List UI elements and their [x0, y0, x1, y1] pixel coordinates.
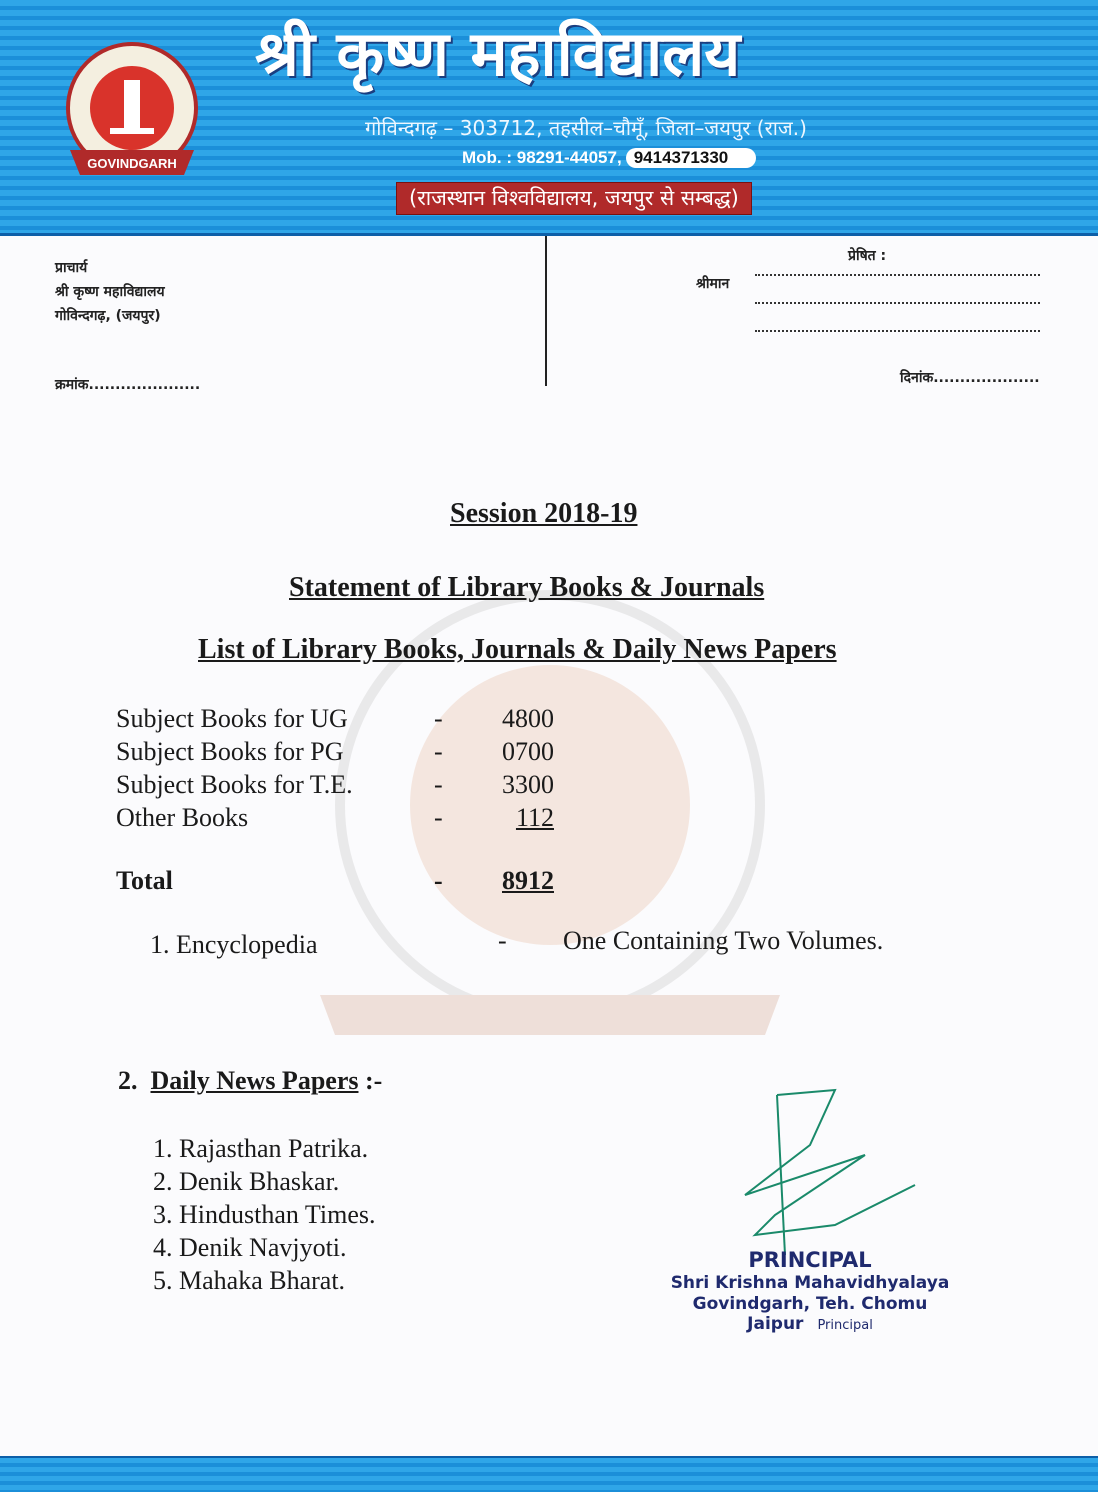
books-row [116, 801, 554, 834]
stamp-overlay: Principal [817, 1317, 873, 1333]
books-row [116, 735, 554, 768]
row-dash: - [434, 770, 443, 799]
row-dash: - [434, 704, 443, 733]
divider [545, 236, 547, 386]
row-value: 112 [515, 803, 554, 832]
statement-heading: Statement of Library Books & Journals [289, 572, 765, 603]
recipient-line [755, 274, 1040, 276]
row-value: 4800 [502, 704, 554, 733]
stamp-line: Govindgarh, Teh. Chomu [692, 1293, 928, 1314]
row-label: Subject Books for PG [116, 737, 344, 766]
row-value: 3300 [502, 770, 554, 799]
newspapers-heading [118, 1066, 382, 1096]
mobile-numbers [462, 148, 756, 168]
list-item: 2. Denik Bhaskar. [153, 1167, 340, 1196]
section-title: Daily News Papers [150, 1066, 359, 1095]
stamp-city: Jaipur [747, 1313, 804, 1334]
row-label: Subject Books for T.E. [116, 770, 353, 799]
college-title: श्री कृष्ण महाविद्यालय [255, 17, 741, 90]
stamp-line [640, 1314, 980, 1334]
sent-to-label: प्रेषित : [848, 248, 887, 264]
newspapers-list [153, 1132, 376, 1297]
list-item: 4. Denik Navjyoti. [153, 1233, 347, 1262]
list-item: 1. Rajasthan Patrika. [153, 1134, 369, 1163]
college-logo [62, 40, 202, 190]
svg-text:GOVINDGARH: GOVINDGARH [87, 156, 177, 171]
books-table [116, 702, 554, 834]
books-row [116, 702, 554, 735]
sender-line: प्राचार्य [55, 260, 88, 276]
section-suffix: :- [364, 1066, 383, 1095]
row-label: Subject Books for UG [116, 704, 348, 733]
total-value: 8912 [502, 866, 554, 895]
sender-block [55, 256, 165, 328]
encyclopedia-label: 1. Encyclopedia [150, 930, 318, 959]
books-row [116, 768, 554, 801]
stamp-title: PRINCIPAL [748, 1248, 872, 1272]
session-heading: Session 2018-19 [450, 498, 638, 529]
row-value: 0700 [502, 737, 554, 766]
date-field: दिनांक.................... [900, 370, 1040, 386]
row-dash: - [434, 737, 443, 766]
stamp-line: Shri Krishna Mahavidhyalaya [670, 1273, 950, 1294]
encyclopedia-value: One Containing Two Volumes. [563, 926, 884, 955]
recipient-line [755, 330, 1040, 332]
row-label: Other Books [116, 803, 249, 832]
mobile-2: 9414371330 [626, 148, 757, 168]
list-heading: List of Library Books, Journals & Daily News Papers [198, 634, 837, 665]
sender-line: श्री कृष्ण महाविद्यालय [55, 284, 165, 300]
mobile-1: Mob. : 98291-44057, [462, 148, 622, 167]
shriman-label: श्रीमान [696, 276, 730, 292]
section-number: 2. [118, 1066, 138, 1095]
sender-line: गोविन्दगढ़, (जयपुर) [55, 308, 161, 324]
encyclopedia-dash: - [498, 926, 507, 955]
recipient-line [755, 302, 1040, 304]
college-address: गोविन्दगढ़ – 303712, तहसील–चौमूँ, जिला–जयपुर (राज.) [365, 116, 807, 140]
row-dash: - [434, 803, 443, 832]
reference-number: क्रमांक..................... [55, 377, 201, 393]
principal-stamp [640, 1248, 980, 1334]
total-dash: - [434, 866, 443, 895]
total-label: Total [116, 866, 173, 895]
total-row [116, 866, 554, 896]
list-item: 5. Mahaka Bharat. [153, 1266, 346, 1295]
affiliation-banner: (राजस्थान विश्वविद्यालय, जयपुर से सम्बद्ध) [396, 182, 752, 215]
list-item: 3. Hindusthan Times. [153, 1200, 376, 1229]
footer-band [0, 1456, 1098, 1492]
signature [715, 1085, 935, 1265]
